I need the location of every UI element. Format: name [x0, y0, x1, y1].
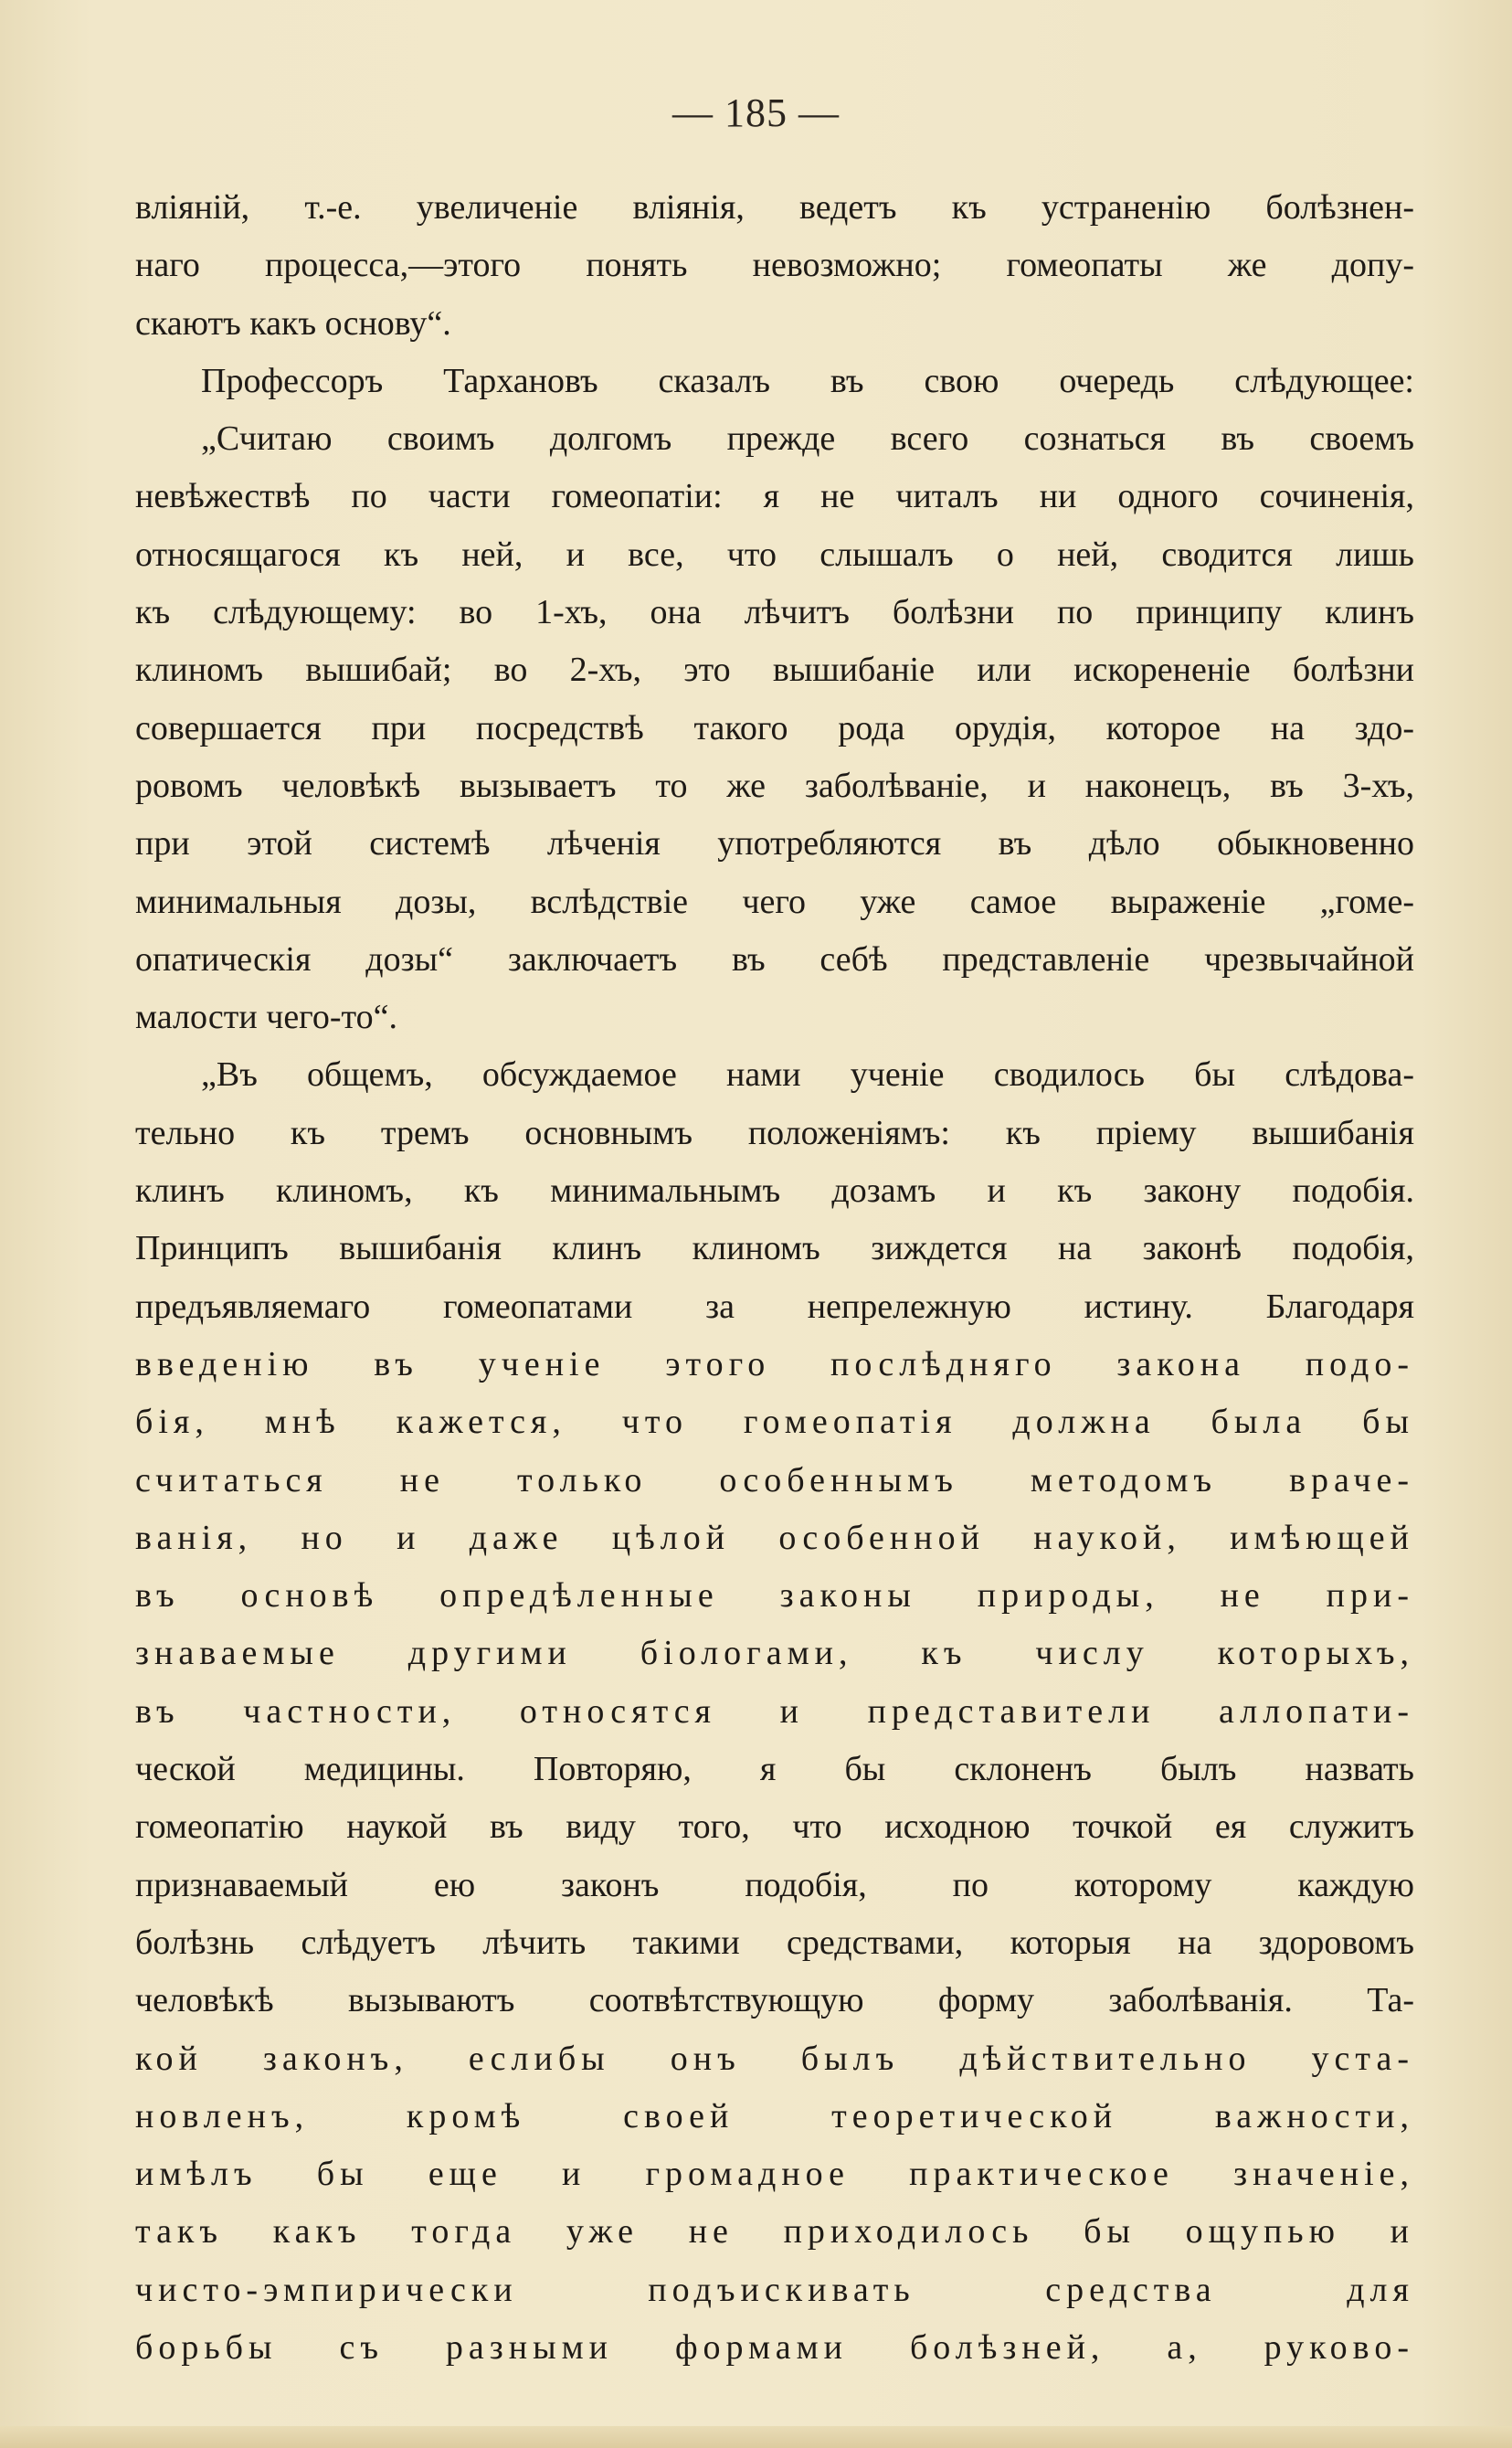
page-number: — 185 —: [672, 90, 840, 135]
text-line: тельно къ тремъ основнымъ положеніямъ: къ пріему вышибанія: [135, 1113, 1414, 1152]
page-bottom-edge: [0, 2426, 1512, 2448]
text-line: знаваемые другими біологами, къ числу которыхъ,: [135, 1634, 1414, 1673]
text-line: болѣзнь слѣдуетъ лѣчить такими средствами, которыя на здоровомъ: [135, 1923, 1414, 1962]
text-line: „Считаю своимъ долгомъ прежде всего сознаться въ своемъ: [201, 419, 1414, 459]
text-line: въ частности, относятся и представители аллопати-: [135, 1691, 1414, 1731]
text-line: бія, мнѣ кажется, что гомеопатія должна была бы: [135, 1403, 1414, 1442]
text-line: Профессоръ Тархановъ сказалъ въ свою очередь слѣдующее:: [201, 361, 1414, 400]
text-line: совершается при посредствѣ такого рода орудія, которое на здо-: [135, 708, 1414, 747]
text-line: клиномъ вышибай; во 2-хъ, это вышибаніе или искорененіе болѣзни: [135, 651, 1414, 690]
text-line: Принципъ вышибанія клинъ клиномъ зиждется на законѣ подобія,: [135, 1229, 1414, 1268]
text-line: кой законъ, еслибы онъ былъ дѣйствительно уста-: [135, 2039, 1414, 2078]
text-line: относящагося къ ней, и все, что слышалъ о ней, сводится лишь: [135, 535, 1414, 574]
text-line: клинъ клиномъ, къ минимальнымъ дозамъ и къ закону подобія.: [135, 1171, 1414, 1211]
text-line: минимальныя дозы, вслѣдствіе чего уже самое выраженіе „гоме-: [135, 882, 1414, 921]
text-line: къ слѣдующему: во 1-хъ, она лѣчитъ болѣзни по принципу клинъ: [135, 593, 1414, 632]
text-line: такъ какъ тогда уже не приходилось бы ощупью и: [135, 2212, 1414, 2252]
text-line: малости чего-то“.: [135, 998, 397, 1037]
text-line: ванія, но и даже цѣлой особенной наукой, имѣющей: [135, 1518, 1414, 1557]
text-line: чисто-эмпирически подъискивать средства для: [135, 2270, 1414, 2309]
text-line: предъявляемаго гомеопатами за непрележную истину. Благодаря: [135, 1287, 1414, 1326]
text-line: гомеопатію наукой въ виду того, что исходною точкой ея служитъ: [135, 1807, 1414, 1847]
text-line: наго процесса,—этого понять невозможно; гомеопаты же допу-: [135, 246, 1414, 285]
text-line: новленъ, кромѣ своей теоретической важности,: [135, 2096, 1414, 2135]
text-line: признаваемый ею законъ подобія, по которому каждую: [135, 1865, 1414, 1904]
text-line: при этой системѣ лѣченія употребляются въ дѣло обыкновенно: [135, 824, 1414, 864]
text-line: „Въ общемъ, обсуждаемое нами ученіе сводилось бы слѣдова-: [201, 1055, 1414, 1095]
text-line: въ основѣ опредѣленные законы природы, не при-: [135, 1576, 1414, 1616]
text-line: введенію въ ученіе этого послѣдняго закона подо-: [135, 1344, 1414, 1383]
text-line: вліяній, т.-е. увеличеніе вліянія, ведетъ къ устраненію болѣзнен-: [135, 188, 1414, 227]
text-line: скаютъ какъ основу“.: [135, 303, 451, 343]
text-line: ческой медицины. Повторяю, я бы склоненъ былъ назвать: [135, 1750, 1414, 1789]
text-line: опатическія дозы“ заключаетъ въ себѣ представленіе чрезвычайной: [135, 939, 1414, 979]
text-line: борьбы съ разными формами болѣзней, а, руково-: [135, 2327, 1414, 2367]
text-line: человѣкѣ вызываютъ соотвѣтствующую форму заболѣванія. Та-: [135, 1981, 1414, 2020]
text-line: имѣлъ бы еще и громадное практическое значеніе,: [135, 2155, 1414, 2194]
text-line: ровомъ человѣкѣ вызываетъ то же заболѣваніе, и наконецъ, въ 3-хъ,: [135, 766, 1414, 805]
text-line: считаться не только особеннымъ методомъ враче-: [135, 1460, 1414, 1500]
text-line: невѣжествѣ по части гомеопатіи: я не читалъ ни одного сочиненія,: [135, 477, 1414, 516]
body-text: [135, 179, 1414, 2377]
